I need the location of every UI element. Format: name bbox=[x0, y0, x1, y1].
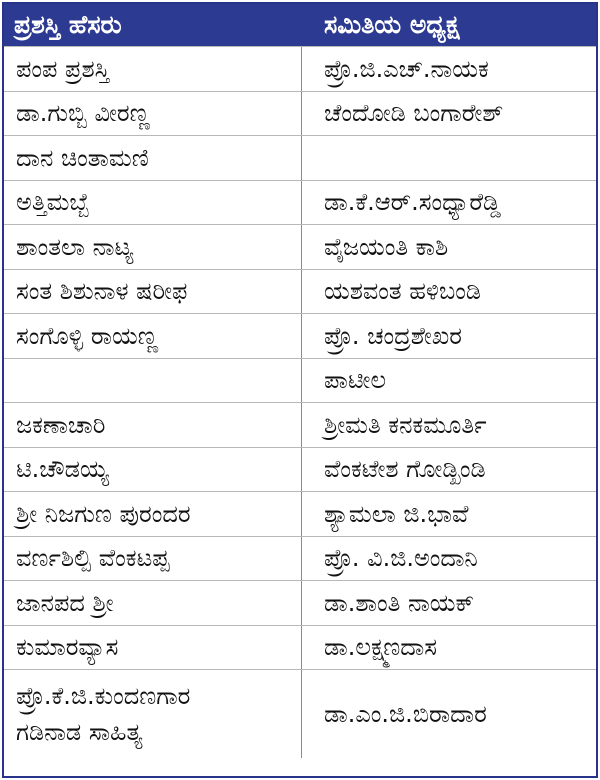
chair-cell: ಡಾ.ಶಾಂತಿ ನಾಯಕ್ bbox=[324, 588, 475, 617]
award-cell bbox=[4, 359, 302, 403]
award-cell: ಶಾಂತಲಾ ನಾಟ್ಯ bbox=[4, 225, 302, 269]
award-line-1: ಪ್ರೊ.ಕೆ.ಜಿ.ಕುಂದಣಗಾರ bbox=[16, 682, 191, 710]
chair-cell bbox=[302, 136, 596, 180]
chair-cell: ವೈಜಯಂತಿ ಕಾಶಿ bbox=[324, 232, 449, 261]
table-row bbox=[4, 135, 596, 180]
award-cell: ಅತ್ತಿಮಬ್ಬೆ bbox=[4, 181, 302, 225]
table-row bbox=[4, 402, 596, 447]
chair-cell: ಯಶವಂತ ಹಳಿಬಂಡಿ bbox=[324, 277, 481, 306]
award-cell: ವರ್ಣಶಿಲ್ಪಿ ವೆಂಕಟಪ್ಪ bbox=[4, 537, 302, 581]
table-row bbox=[4, 491, 596, 536]
table-row bbox=[4, 447, 596, 492]
header-award-name: ಪ್ರಶಸ್ತಿ ಹೆಸರು bbox=[14, 10, 122, 39]
award-cell: ಟಿ.ಚೌಡಯ್ಯ bbox=[4, 448, 302, 492]
chair-cell: ಡಾ.ಎಂ.ಜಿ.ಬಿರಾದಾರ bbox=[324, 700, 487, 728]
awards-table bbox=[2, 2, 598, 778]
award-line-2: ಗಡಿನಾಡ ಸಾಹಿತ್ಯ bbox=[16, 718, 143, 746]
award-cell: ದಾನ ಚಿಂತಾಮಣಿ bbox=[4, 136, 302, 180]
table-row bbox=[4, 269, 596, 314]
award-cell: ಸಂಗೊಳ್ಳಿ ರಾಯಣ್ಣ bbox=[4, 314, 302, 358]
table-row bbox=[4, 224, 596, 269]
table-row bbox=[4, 536, 596, 581]
award-cell bbox=[4, 670, 302, 758]
award-cell: ಶ್ರೀ ನಿಜಗುಣ ಪುರಂದರ bbox=[4, 492, 302, 536]
table-row bbox=[4, 180, 596, 225]
chair-cell: ಪ್ರೊ.ಜಿ.ಎಚ್.ನಾಯಕ bbox=[324, 54, 489, 83]
table-row bbox=[4, 580, 596, 625]
chair-cell: ಪ್ರೊ. ವಿ.ಜಿ.ಅಂದಾನಿ bbox=[324, 544, 478, 573]
chair-cell: ಡಾ.ಕೆ.ಆರ್.ಸಂಧ್ಯಾರೆಡ್ಡಿ bbox=[324, 188, 501, 217]
header-committee-chair: ಸಮಿತಿಯ ಅಧ್ಯಕ್ಷ bbox=[324, 10, 460, 39]
award-cell: ಸಂತ ಶಿಶುನಾಳ ಷರೀಫ bbox=[4, 270, 302, 314]
table-row bbox=[4, 358, 596, 403]
chair-cell: ಪಾಟೀಲ bbox=[324, 366, 386, 395]
table-row bbox=[4, 91, 596, 136]
table-header bbox=[4, 4, 596, 46]
chair-cell: ಶ್ರೀಮತಿ ಕನಕಮೂರ್ತಿ bbox=[324, 410, 487, 439]
chair-cell: ಡಾ.ಲಕ್ಷ್ಮಣದಾಸ bbox=[324, 633, 437, 662]
table-row-last bbox=[4, 669, 596, 758]
award-cell: ಜಕಣಾಚಾರಿ bbox=[4, 403, 302, 447]
table-row bbox=[4, 313, 596, 358]
chair-cell: ವೆಂಕಟೇಶ ಗೋಡ್ಖಿಂಡಿ bbox=[324, 455, 486, 484]
award-cell: ಜಾನಪದ ಶ್ರೀ bbox=[4, 581, 302, 625]
award-cell: ಡಾ.ಗುಬ್ಬಿ ವೀರಣ್ಣ bbox=[4, 92, 302, 136]
table-row bbox=[4, 625, 596, 670]
chair-cell: ಚೆಂದೋಡಿ ಬಂಗಾರೇಶ್ bbox=[324, 99, 504, 128]
award-cell: ಕುಮಾರವ್ಯಾಸ bbox=[4, 626, 302, 670]
table-row bbox=[4, 46, 596, 91]
chair-cell: ಪ್ರೊ. ಚಂದ್ರಶೇಖರ bbox=[324, 321, 462, 350]
award-cell: ಪಂಪ ಪ್ರಶಸ್ತಿ bbox=[4, 47, 302, 91]
chair-cell: ಶ್ಯಾಮಲಾ ಜಿ.ಭಾವೆ bbox=[324, 499, 469, 528]
